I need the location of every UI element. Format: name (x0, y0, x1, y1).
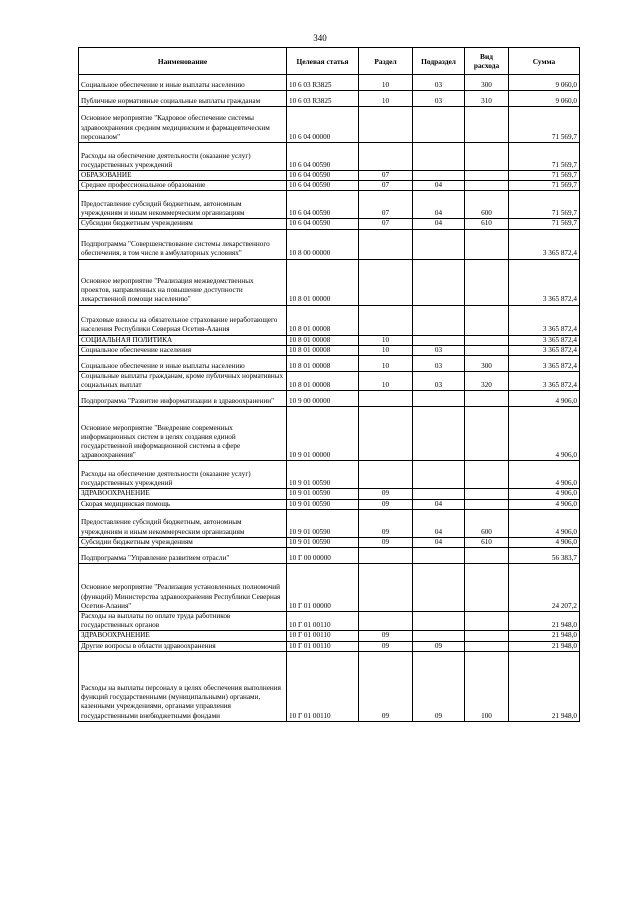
row-expense-type: 320 (465, 372, 509, 391)
row-target: 10 9 00 00000 (287, 391, 359, 407)
table-row (79, 107, 580, 143)
table-row (79, 631, 580, 641)
row-sum: 56 383,7 (509, 548, 580, 564)
row-target: 10 6 04 00590 (287, 191, 359, 219)
row-subsection: 04 (413, 219, 465, 229)
row-name: Страховые взносы на обязательное страхование неработающего населения Республики Северная Осетия-Алания (79, 305, 287, 335)
row-sum: 71 569,7 (509, 181, 580, 191)
row-target: 10 6 04 00590 (287, 219, 359, 229)
row-name: Подпрограмма "Управление развитием отрасли" (79, 548, 287, 564)
row-name: СОЦИАЛЬНАЯ ПОЛИТИКА (79, 335, 287, 345)
row-subsection (413, 305, 465, 335)
row-sum: 21 948,0 (509, 641, 580, 651)
row-section: 07 (359, 191, 413, 219)
row-section: 10 (359, 75, 413, 91)
row-target: 10 8 01 00008 (287, 345, 359, 355)
row-target: 10 Г 01 00110 (287, 612, 359, 631)
row-sum: 4 906,0 (509, 461, 580, 489)
row-sum: 21 948,0 (509, 631, 580, 641)
table-row (79, 143, 580, 171)
row-section: 10 (359, 345, 413, 355)
row-subsection: 04 (413, 191, 465, 219)
row-target: 10 6 04 00000 (287, 107, 359, 143)
row-sum: 4 906,0 (509, 407, 580, 461)
table-row (79, 191, 580, 219)
row-section (359, 107, 413, 143)
row-name: Расходы на обеспечение деятельности (оказание услуг) государственных учреждений (79, 461, 287, 489)
row-expense-type: 300 (465, 356, 509, 372)
row-name: Основное мероприятие "Внедрение современных информационных систем в целях создания единой государственной информационной системы в сфере здравоохранения" (79, 407, 287, 461)
row-subsection (413, 229, 465, 259)
row-subsection (413, 407, 465, 461)
row-sum: 3 365 872,4 (509, 372, 580, 391)
table-row (79, 345, 580, 355)
row-section (359, 391, 413, 407)
row-sum: 71 569,7 (509, 191, 580, 219)
row-sum: 3 365 872,4 (509, 259, 580, 305)
row-name: Социальное обеспечение и иные выплаты населению (79, 75, 287, 91)
row-section (359, 229, 413, 259)
row-expense-type: 310 (465, 91, 509, 107)
row-target: 10 8 00 00000 (287, 229, 359, 259)
row-subsection: 09 (413, 651, 465, 721)
row-expense-type: 600 (465, 509, 509, 537)
row-name: Субсидии бюджетным учреждениям (79, 219, 287, 229)
table-row (79, 461, 580, 489)
row-name: Скорая медицинская помощь (79, 499, 287, 509)
row-target: 10 6 04 00590 (287, 171, 359, 181)
row-target: 10 8 01 00008 (287, 305, 359, 335)
row-name: ОБРАЗОВАНИЕ (79, 171, 287, 181)
row-section: 10 (359, 356, 413, 372)
row-subsection: 03 (413, 372, 465, 391)
table-row (79, 305, 580, 335)
row-name: Социальное обеспечение населения (79, 345, 287, 355)
table-row (79, 372, 580, 391)
row-section: 10 (359, 372, 413, 391)
row-target: 10 8 01 00000 (287, 259, 359, 305)
row-sum: 4 906,0 (509, 537, 580, 547)
row-subsection: 04 (413, 499, 465, 509)
table-row (79, 489, 580, 499)
row-name: Субсидии бюджетным учреждениям (79, 537, 287, 547)
row-expense-type (465, 548, 509, 564)
row-section: 09 (359, 509, 413, 537)
row-section (359, 143, 413, 171)
row-expense-type (465, 259, 509, 305)
row-name: Подпрограмма "Развитие информатизации в здравоохранении" (79, 391, 287, 407)
row-target: 10 Г 00 00000 (287, 548, 359, 564)
row-section: 07 (359, 171, 413, 181)
row-section: 09 (359, 631, 413, 641)
row-name: Среднее профессиональное образование (79, 181, 287, 191)
row-sum: 4 906,0 (509, 509, 580, 537)
row-sum: 4 906,0 (509, 489, 580, 499)
row-section: 07 (359, 219, 413, 229)
row-subsection (413, 259, 465, 305)
row-section (359, 461, 413, 489)
header-section: Раздел (359, 48, 413, 75)
row-expense-type: 610 (465, 537, 509, 547)
row-subsection (413, 107, 465, 143)
row-section: 09 (359, 489, 413, 499)
row-subsection (413, 631, 465, 641)
row-subsection (413, 612, 465, 631)
row-expense-type (465, 564, 509, 612)
row-expense-type: 600 (465, 191, 509, 219)
row-expense-type (465, 171, 509, 181)
table-row (79, 651, 580, 721)
row-target: 10 6 03 R3825 (287, 91, 359, 107)
row-section (359, 564, 413, 612)
row-subsection (413, 171, 465, 181)
row-section: 10 (359, 335, 413, 345)
row-name: Основное мероприятие "Кадровое обеспечение системы здравоохранения средним медицинским и фармацевтическим персоналом" (79, 107, 287, 143)
row-subsection (413, 391, 465, 407)
header-expense-type: Вид расхода (465, 48, 509, 75)
header-sum: Сумма (509, 48, 580, 75)
table-row (79, 181, 580, 191)
table-row (79, 229, 580, 259)
row-expense-type: 610 (465, 219, 509, 229)
row-name: Публичные нормативные социальные выплаты гражданам (79, 91, 287, 107)
row-expense-type (465, 345, 509, 355)
row-subsection (413, 143, 465, 171)
row-target: 10 8 01 00008 (287, 372, 359, 391)
budget-table (78, 47, 580, 722)
row-target: 10 6 04 00590 (287, 143, 359, 171)
table-row (79, 612, 580, 631)
row-sum: 9 060,0 (509, 75, 580, 91)
row-target: 10 9 01 00590 (287, 499, 359, 509)
row-section: 09 (359, 651, 413, 721)
table-row (79, 91, 580, 107)
row-sum: 71 569,7 (509, 107, 580, 143)
row-section: 09 (359, 499, 413, 509)
row-name: Основное мероприятие "Реализация межведомственных проектов, направленных на повышение доступности лекарственной помощи населению" (79, 259, 287, 305)
row-subsection: 03 (413, 356, 465, 372)
row-section: 09 (359, 537, 413, 547)
table-row (79, 391, 580, 407)
row-expense-type (465, 461, 509, 489)
header-subsection: Подраздел (413, 48, 465, 75)
row-sum: 9 060,0 (509, 91, 580, 107)
row-expense-type (465, 181, 509, 191)
row-target: 10 9 01 00590 (287, 489, 359, 499)
row-section: 07 (359, 181, 413, 191)
page-number: 340 (313, 33, 327, 43)
row-target: 10 9 01 00590 (287, 537, 359, 547)
row-name: Предоставление субсидий бюджетным, автономным учреждениям и иным некоммерческим организациям (79, 191, 287, 219)
row-sum: 21 948,0 (509, 612, 580, 631)
row-target: 10 Г 01 00110 (287, 631, 359, 641)
row-name: Другие вопросы в области здравоохранения (79, 641, 287, 651)
row-expense-type (465, 407, 509, 461)
table-row (79, 509, 580, 537)
row-target: 10 8 01 00008 (287, 356, 359, 372)
row-subsection: 04 (413, 181, 465, 191)
table-row (79, 548, 580, 564)
row-expense-type (465, 305, 509, 335)
row-subsection (413, 461, 465, 489)
row-expense-type (465, 229, 509, 259)
row-subsection (413, 548, 465, 564)
row-name: ЗДРАВООХРАНЕНИЕ (79, 631, 287, 641)
row-name: ЗДРАВООХРАНЕНИЕ (79, 489, 287, 499)
table-row (79, 75, 580, 91)
row-expense-type (465, 631, 509, 641)
table-row (79, 641, 580, 651)
row-sum: 4 906,0 (509, 499, 580, 509)
row-subsection (413, 489, 465, 499)
row-sum: 71 569,7 (509, 143, 580, 171)
row-name: Расходы на выплаты по оплате труда работников государственных органов (79, 612, 287, 631)
table-body (79, 75, 580, 722)
row-expense-type (465, 143, 509, 171)
table-row (79, 259, 580, 305)
table-row (79, 219, 580, 229)
row-expense-type (465, 641, 509, 651)
row-sum: 3 365 872,4 (509, 335, 580, 345)
row-target: 10 6 04 00590 (287, 181, 359, 191)
row-sum: 3 365 872,4 (509, 345, 580, 355)
row-name: Расходы на выплаты персоналу в целях обеспечения выполнения функций государственными (муниципальными) органами, казенными учреждениями, органами управления государственными внебюджетными фондами (79, 651, 287, 721)
row-subsection: 04 (413, 537, 465, 547)
row-target: 10 6 03 R3825 (287, 75, 359, 91)
row-sum: 71 569,7 (509, 219, 580, 229)
row-sum: 3 365 872,4 (509, 305, 580, 335)
row-expense-type: 100 (465, 651, 509, 721)
row-subsection: 09 (413, 641, 465, 651)
row-target: 10 Г 01 00110 (287, 651, 359, 721)
row-expense-type (465, 335, 509, 345)
row-name: Основное мероприятие "Реализация установленных полномочий (функций) Министерства здравоохранения Республики Северная Осетия-Алания" (79, 564, 287, 612)
table-row (79, 499, 580, 509)
row-sum: 24 207,2 (509, 564, 580, 612)
row-sum: 71 569,7 (509, 171, 580, 181)
row-section (359, 259, 413, 305)
row-target: 10 9 01 00590 (287, 509, 359, 537)
row-subsection: 04 (413, 509, 465, 537)
row-subsection: 03 (413, 345, 465, 355)
row-expense-type: 300 (465, 75, 509, 91)
table-row (79, 407, 580, 461)
row-sum: 21 948,0 (509, 651, 580, 721)
table-row (79, 335, 580, 345)
row-section: 10 (359, 91, 413, 107)
row-name: Расходы на обеспечение деятельности (оказание услуг) государственных учреждений (79, 143, 287, 171)
row-expense-type (465, 391, 509, 407)
row-section (359, 548, 413, 564)
table-row (79, 564, 580, 612)
row-subsection (413, 564, 465, 612)
row-target: 10 9 01 00000 (287, 407, 359, 461)
table-row (79, 537, 580, 547)
header-name: Наименование (79, 48, 287, 75)
row-sum: 3 365 872,4 (509, 356, 580, 372)
row-target: 10 9 01 00590 (287, 461, 359, 489)
row-section (359, 407, 413, 461)
row-section (359, 305, 413, 335)
row-sum: 4 906,0 (509, 391, 580, 407)
row-sum: 3 365 872,4 (509, 229, 580, 259)
table-header-row (79, 48, 580, 75)
table-row (79, 171, 580, 181)
row-section: 09 (359, 641, 413, 651)
row-name: Предоставление субсидий бюджетным, автономным учреждениям и иным некоммерческим организациям (79, 509, 287, 537)
row-expense-type (465, 612, 509, 631)
row-expense-type (465, 499, 509, 509)
row-name: Социальное обеспечение и иные выплаты населению (79, 356, 287, 372)
row-target: 10 8 01 00008 (287, 335, 359, 345)
row-name: Подпрограмма "Совершенствование системы лекарственного обеспечения, в том числе в амбулаторных условиях" (79, 229, 287, 259)
row-target: 10 Г 01 00110 (287, 641, 359, 651)
row-subsection: 03 (413, 75, 465, 91)
row-name: Социальные выплаты гражданам, кроме публичных нормативных социальных выплат (79, 372, 287, 391)
row-target: 10 Г 01 00000 (287, 564, 359, 612)
row-subsection (413, 335, 465, 345)
row-subsection: 03 (413, 91, 465, 107)
row-expense-type (465, 107, 509, 143)
header-target: Целевая статья (287, 48, 359, 75)
row-section (359, 612, 413, 631)
row-expense-type (465, 489, 509, 499)
table-row (79, 356, 580, 372)
